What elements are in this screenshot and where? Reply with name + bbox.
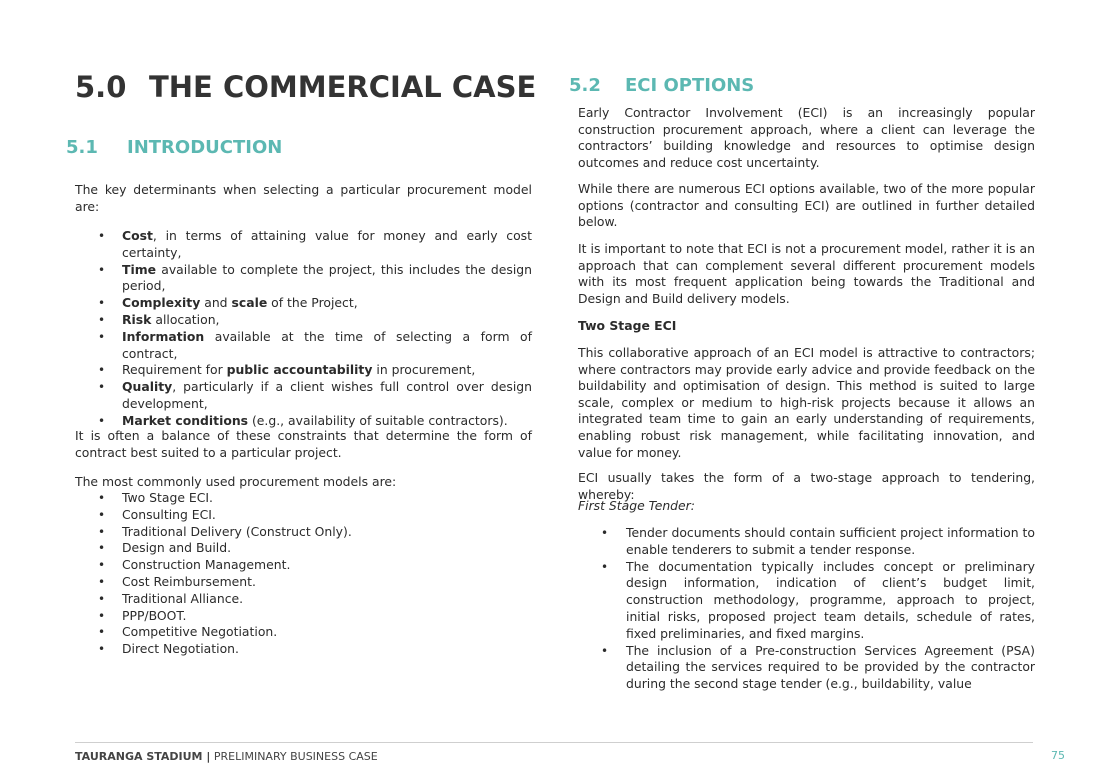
determinant-item bbox=[75, 362, 532, 379]
footer bbox=[75, 750, 378, 763]
eci-heading bbox=[569, 75, 754, 96]
first-stage-item: • The documentation typically includes concept or preliminary design information, indication of client’s budget limit, construction methodology, programme, approach to project, initial risks, proposed project team details, schedule of rates, fixed preliminaries, and fixed margins. bbox=[578, 559, 1035, 643]
determinant-text: of the Project, bbox=[267, 295, 358, 311]
determinant-text: available at the time of selecting a form of contract, bbox=[122, 328, 532, 361]
first-stage-item: • The inclusion of a Pre-construction Services Agreement (PSA) detailing the services required to be provided by the contractor during the second stage tender (e.g., buildability, value bbox=[578, 643, 1035, 693]
determinant-text: and bbox=[200, 295, 232, 311]
eci-title: ECI OPTIONS bbox=[625, 75, 755, 96]
determinants-list bbox=[75, 228, 532, 430]
model-item: • Cost Reimbursement. bbox=[75, 574, 532, 591]
determinant-keyword: Time bbox=[122, 261, 157, 277]
determinant-text: in procurement, bbox=[372, 362, 476, 378]
determinant-keyword: Information bbox=[122, 328, 205, 344]
footer-doc-title: PRELIMINARY BUSINESS CASE bbox=[210, 750, 378, 763]
determinant-item bbox=[75, 262, 532, 296]
first-stage-item: • Tender documents should contain sufficient project information to enable tenderers to submit a tender response. bbox=[578, 525, 1035, 559]
first-stage-list bbox=[578, 525, 1035, 693]
first-stage-label: First Stage Tender: bbox=[578, 498, 695, 513]
footer-divider bbox=[75, 742, 1033, 743]
determinant-item bbox=[75, 295, 532, 312]
footer-project: TAURANGA STADIUM | bbox=[75, 750, 211, 763]
model-item: • Competitive Negotiation. bbox=[75, 624, 532, 641]
determinant-keyword: scale bbox=[231, 295, 268, 311]
determinant-keyword: public accountability bbox=[226, 362, 373, 378]
determinant-item bbox=[75, 312, 532, 329]
determinant-text: , particularly if a client wishes full control over design development, bbox=[122, 379, 532, 411]
model-item: • Traditional Delivery (Construct Only). bbox=[75, 524, 532, 541]
model-item: • Construction Management. bbox=[75, 557, 532, 574]
eci-paragraph-5: ECI usually takes the form of a two-stage approach to tendering, whereby: bbox=[578, 470, 1035, 502]
balance-paragraph: It is often a balance of these constraints that determine the form of contract best suited to a particular project. bbox=[75, 428, 532, 460]
determinant-item bbox=[75, 228, 532, 262]
model-item: • Two Stage ECI. bbox=[75, 490, 532, 507]
determinant-text: , in terms of attaining value for money and early cost certainty, bbox=[122, 228, 532, 260]
determinant-text: Requirement for bbox=[122, 362, 227, 378]
determinant-item bbox=[75, 329, 532, 363]
determinant-keyword: Market conditions bbox=[122, 412, 249, 428]
intro-number: 5.1 bbox=[66, 137, 98, 158]
eci-paragraph-4: This collaborative approach of an ECI model is attractive to contractors; where contractors may provide early advice and provide feedback on the buildability and optimisation of design. This method is suited to large scale, complex or medium to high-risk projects because it allows an integrated team time to gain an early understanding of requirements, enabling robust risk management, while facilitating innovation, and value for money. bbox=[578, 345, 1035, 460]
section-number: 5.0 bbox=[75, 70, 127, 104]
model-item: • Traditional Alliance. bbox=[75, 591, 532, 608]
eci-paragraph-2: While there are numerous ECI options available, two of the more popular options (contractor and consulting ECI) are outlined in further detailed below. bbox=[578, 181, 1035, 230]
determinant-item bbox=[75, 379, 532, 413]
eci-paragraph-3: It is important to note that ECI is not a procurement model, rather it is an approach that can complement several different procurement models with its most frequent application being towards the Traditional and Design and Build delivery models. bbox=[578, 241, 1035, 306]
model-item: • Design and Build. bbox=[75, 540, 532, 557]
page-number: 75 bbox=[1051, 749, 1065, 762]
eci-paragraph-1: Early Contractor Involvement (ECI) is an increasingly popular construction procurement approach, where a client can leverage the contractors’ building knowledge and resources to optimise design outcomes and reduce cost uncertainty. bbox=[578, 105, 1035, 170]
model-item: • Consulting ECI. bbox=[75, 507, 532, 524]
models-list bbox=[75, 490, 532, 658]
eci-number: 5.2 bbox=[569, 75, 601, 96]
model-item: • Direct Negotiation. bbox=[75, 641, 532, 658]
determinant-text: available to complete the project, this includes the design period, bbox=[122, 261, 532, 294]
intro-heading bbox=[66, 137, 282, 158]
determinant-text: allocation, bbox=[151, 311, 220, 327]
two-stage-subheading: Two Stage ECI bbox=[578, 318, 677, 333]
model-item: • PPP/BOOT. bbox=[75, 608, 532, 625]
determinant-text: (e.g., availability of suitable contractors). bbox=[248, 412, 508, 428]
intro-title: INTRODUCTION bbox=[127, 137, 283, 158]
determinant-keyword: Risk bbox=[122, 311, 152, 327]
page-title bbox=[75, 70, 536, 104]
intro-lead: The key determinants when selecting a particular procurement model are: bbox=[75, 182, 532, 214]
section-title: THE COMMERCIAL CASE bbox=[149, 70, 537, 104]
models-lead: The most commonly used procurement models are: bbox=[75, 474, 397, 489]
determinant-keyword: Complexity bbox=[122, 295, 201, 311]
determinant-keyword: Cost bbox=[122, 228, 153, 243]
determinant-keyword: Quality bbox=[122, 379, 173, 395]
